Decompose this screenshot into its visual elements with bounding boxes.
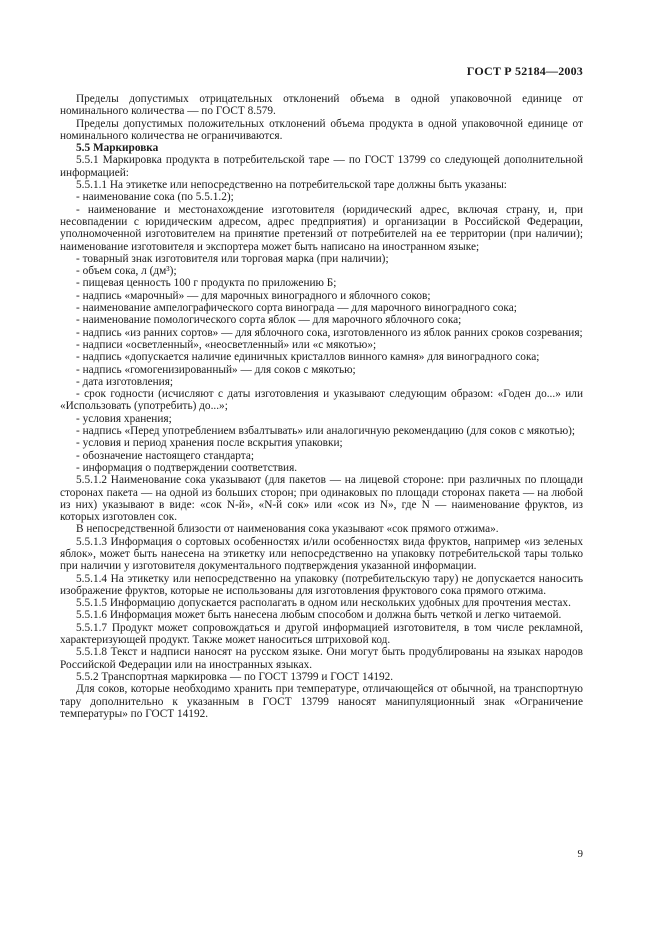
paragraph: 5.5.1.3 Информация о сортовых особенностях и/или особенностях вида фруктов, например «из зеленых яблок», может быть нанесена на этикетку или непосредственно на упаковку потребительской тары только при наличии у изготовителя документального подтверждения указанной информации. [60, 535, 583, 573]
paragraph: 5.5.1.6 Информация может быть нанесена любым способом и должна быть четкой и легко читаемой. [76, 609, 562, 622]
list-item: - информация о подтверждении соответствия. [76, 461, 298, 474]
list-item: - дата изготовления; [76, 375, 174, 388]
list-item: - наименование ампелографического сорта винограда — для марочного виноградного сока; [76, 302, 517, 315]
document-code-header: ГОСТ Р 52184—2003 [466, 64, 583, 78]
paragraph: 5.5.2 Транспортная маркировка — по ГОСТ 13799 и ГОСТ 14192. [76, 670, 394, 683]
paragraph: В непосредственной близости от наименования сока указывают «сок прямого отжима». [76, 523, 499, 536]
paragraph: Для соков, которые необходимо хранить при температуре, отличающейся от обычной, на транспортную тару дополнительно к указанным в ГОСТ 13799 наносят манипуляционный знак «Ограничение температуры» по ГОСТ 14192. [60, 683, 583, 720]
page-number: 9 [577, 848, 583, 860]
list-item: - обозначение настоящего стандарта; [76, 449, 254, 462]
list-item: - объем сока, л (дм³); [76, 265, 177, 278]
list-item: - надписи «осветленный», «неосветленный» или «с мякотью»; [76, 338, 377, 351]
list-item: - надпись «из ранних сортов» — для яблочного сока, изготовленного из яблок ранних сроков созревания; [76, 326, 583, 339]
list-item: - условия хранения; [76, 412, 172, 425]
document-body [60, 93, 583, 720]
list-item: - надпись «марочный» — для марочных виноградного и яблочного соков; [76, 289, 431, 302]
list-item: - надпись «допускается наличие единичных кристаллов винного камня» для виноградного сока; [76, 351, 540, 364]
paragraph: 5.5.1 Маркировка продукта в потребительской таре — по ГОСТ 13799 со следующей дополнительной информацией: [60, 154, 583, 179]
section-heading: 5.5 Маркировка [76, 142, 159, 155]
list-item: - товарный знак изготовителя или торговая марка (при наличии); [76, 252, 389, 265]
paragraph: 5.5.1.8 Текст и надписи наносят на русском языке. Они могут быть продублированы на языках народов Российской Федерации или на иностранных языках. [60, 646, 583, 671]
paragraph: 5.5.1.4 На этикетку или непосредственно на упаковку (потребительскую тару) не допускается наносить изображение фруктов, которые не использованы для изготовления фруктового сока прямого отжима. [60, 572, 583, 597]
paragraph: 5.5.1.1 На этикетке или непосредственно на потребительской таре должны быть указаны: [76, 179, 507, 192]
list-item: - наименование сока (по 5.5.1.2); [76, 191, 234, 204]
paragraph: 5.5.1.7 Продукт может сопровождаться и другой информацией изготовителя, в том числе рекламной, характеризующей продукт. Также может наноситься штриховой код. [60, 621, 583, 647]
paragraph: 5.5.1.5 Информацию допускается располагать в одном или нескольких удобных для прочтения местах. [76, 597, 571, 610]
paragraph: Пределы допустимых отрицательных отклонений объема в одной упаковочной единице от номинального количества — по ГОСТ 8.579. [60, 93, 583, 118]
list-item: - надпись «гомогенизированный» — для соков с мякотью; [76, 363, 356, 376]
list-item: - срок годности (исчисляют с даты изготовления и указывают следующим образом: «Годен до...» или «Использовать (употребить) до...»; [60, 388, 583, 413]
list-item: - наименование помологического сорта яблок — для марочного яблочного сока; [76, 314, 462, 327]
paragraph: Пределы допустимых положительных отклонений объема продукта в одной упаковочной единице от номинального количества не ограничиваются. [60, 117, 583, 142]
list-item: - условия и период хранения после вскрытия упаковки; [76, 437, 343, 450]
list-item: - пищевая ценность 100 г продукта по приложению Б; [76, 277, 337, 290]
paragraph: 5.5.1.2 Наименование сока указывают (для пакетов — на лицевой стороне: при различных по площади сторонах пакета — на одной из больших сторон; при одинаковых по площади сторонах пакета — на любой из них) указывают в виде: «сок N-й», «N-й сок» или «сок из N», где N — наименование фруктов, из которых изготовлен сок. [60, 474, 583, 524]
list-item: - надпись «Перед употреблением взбалтывать» или аналогичную рекомендацию (для соков с мякотью); [76, 425, 576, 438]
list-item: - наименование и местонахождение изготовителя (юридический адрес, включая страну, и, при несовпадении с юридическим адресом, адрес предприятия) и организации в Российской Федерации, уполномоченной изготовителем на принятие претензий от потребителей на ее территории (при наличии); наименование изготовителя и экспортера может быть написано на иностранном языке; [60, 203, 583, 253]
